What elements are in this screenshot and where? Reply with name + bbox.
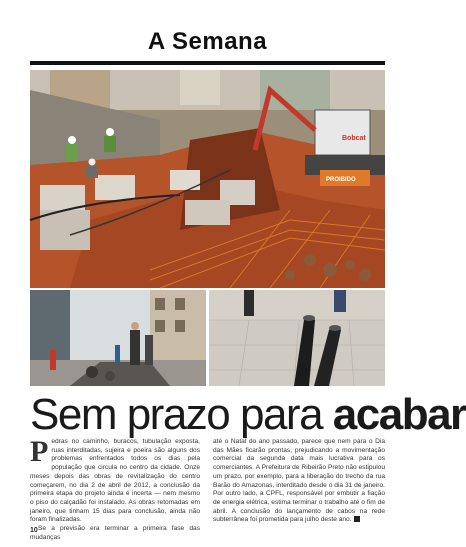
street-photo: [30, 290, 206, 386]
article-paragraph-2: Se a previsão era terminar a primeira fase das mudanças: [30, 525, 200, 541]
bobcat-logo: Bobcat: [342, 135, 366, 142]
headline-bold: acabar: [332, 390, 466, 439]
no-entry-sign: PROIBIDO: [326, 177, 356, 183]
section-title: A Semana: [147, 28, 268, 55]
article-column-1: [30, 435, 200, 542]
end-of-article-mark: [354, 516, 360, 522]
headline: [30, 390, 466, 440]
article-column-2: [213, 438, 385, 525]
article-paragraph-1: edras no caminho, buracos, tubulação exposta, ruas interditadas, sujeira e poeira são alguns dos problemas enfrentados todos os dias pela população que circula no centro da cidade. Onze meses depois das obras de revitalização do centro começarem, no dia 2 de abril de 2012, a conclusão da primeira etapa do projeto ainda é incerta — nem mesmo o piso do calçadão foi instalado. As obras retomadas em janeiro, que tinham 15 dias para conclusão, ainda não foram finalizadas.: [30, 438, 200, 524]
article-paragraph-3: até o Natal do ano passado, parece que nem para o Dia das Mães ficarão prontas, prejudicando a movimentação comercial da segunda data mais lucrativa para os comerciantes. A Prefeitura de Ribeirão Preto não estipulou um prazo, por exemplo, para a liberação do trecho da rua Barão do Amazonas, interditado desde o dia 31 de janeiro. Por outro lado, a CPFL, responsável por embutir a fiação de energia elétrica, estima terminar o trabalho até o fim de abril. A conclusão do lançamento de cabos na rede subterrânea foi prometida para julho deste ano.: [213, 438, 385, 524]
pipes-photo: [209, 290, 385, 386]
section-rule: [30, 61, 385, 65]
page-number: 10: [30, 527, 38, 534]
headline-light: Sem prazo para: [30, 390, 333, 439]
main-construction-photo: [30, 70, 385, 288]
drop-cap: P: [30, 435, 49, 468]
